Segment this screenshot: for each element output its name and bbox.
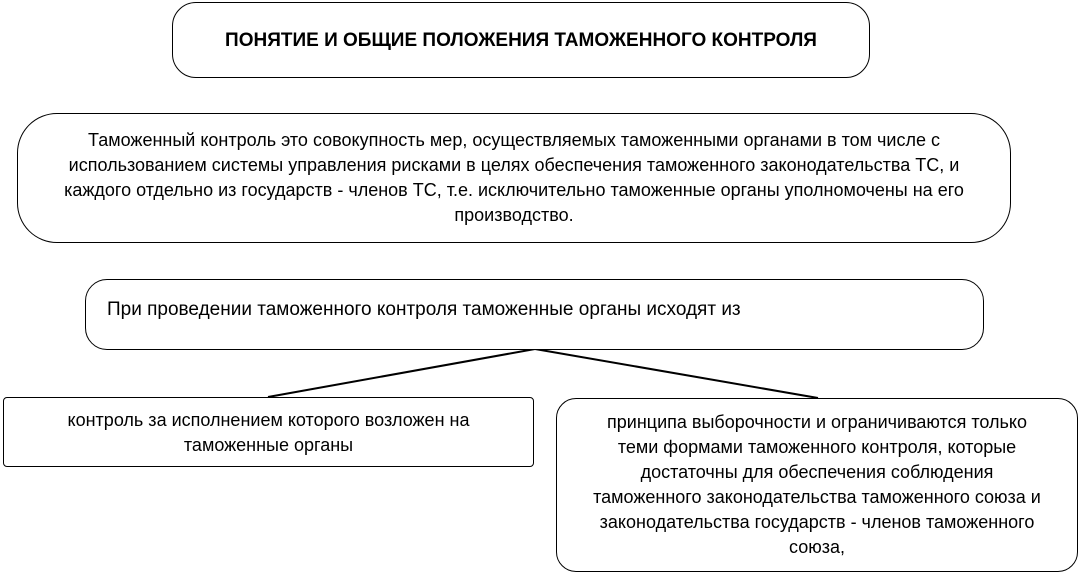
branch-box-right (556, 398, 1078, 572)
definition-text: Таможенный контроль это совокупность мер, осуществляемых таможенными органами в том числе с использованием системы управления рисками в целях обеспечения таможенного законодательства ТС, и каждого отдельно из государств - членов ТС, т.е. исключительно таможенные органы уполномочены на его производство. (64, 130, 964, 225)
principle-text: При проведении таможенного контроля таможенные органы исходят из (107, 298, 741, 320)
diagram-title: ПОНЯТИЕ И ОБЩИЕ ПОЛОЖЕНИЯ ТАМОЖЕННОГО КОНТРОЛЯ (225, 29, 817, 51)
connector-line-right (535, 349, 818, 398)
principle-box (85, 279, 984, 350)
branch-box-left (3, 397, 534, 467)
branch-text-right: принципа выборочности и ограничиваются только теми формами таможенного контроля, которые достаточны для обеспечения соблюдения таможенного законодательства таможенного союза и законодательства государств - членов таможенного союза, (593, 412, 1041, 557)
connector-line-left (268, 349, 535, 397)
branch-text-left: контроль за исполнением которого возложен на таможенные органы (67, 410, 470, 455)
definition-box (17, 113, 1011, 243)
title-box (172, 2, 870, 78)
